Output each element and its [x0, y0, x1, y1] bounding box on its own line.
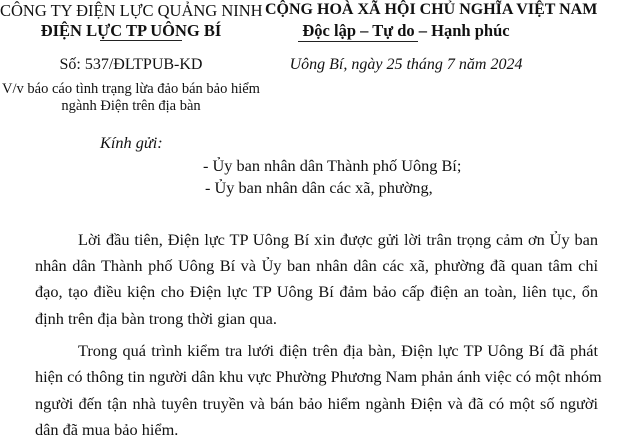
paragraph-line: định trên địa bàn trong thời gian qua.: [35, 309, 277, 328]
company-name: CÔNG TY ĐIỆN LỰC QUẢNG NINH: [0, 1, 263, 20]
motto: Độc lập – Tự do – Hạnh phúc: [302, 21, 510, 40]
subject-line-1: V/v báo cáo tình trạng lừa đảo bán bảo hiểm: [2, 81, 260, 97]
national-title: CỘNG HOÀ XÃ HỘI CHỦ NGHĨA VIỆT NAM: [265, 1, 598, 18]
paragraph-line: dân đã mua bảo hiểm.: [35, 420, 179, 439]
paragraph-line: đạo, tạo điều kiện cho Điện lực TP Uông Bí đảm bảo cấp điện an toàn, liên tục, ổn: [35, 282, 598, 301]
recipient-2: - Ủy ban nhân dân các xã, phường,: [205, 178, 433, 197]
salutation: Kính gửi:: [100, 133, 163, 152]
recipient-1: - Ủy ban nhân dân Thành phố Uông Bí;: [203, 156, 462, 175]
place-date: Uông Bí, ngày 25 tháng 7 năm 2024: [289, 56, 523, 73]
paragraph-line: Lời đầu tiên, Điện lực TP Uông Bí xin được gửi lời trân trọng cảm ơn Ủy ban: [78, 230, 598, 249]
motto-underline: [298, 41, 418, 42]
paragraph-line: hiện có thông tin người dân khu vực Phường Phương Nam phản ánh việc có một nhóm: [35, 367, 602, 386]
paragraph-line: nhân dân Thành phố Uông Bí và Ủy ban nhân dân các xã, phường đã quan tâm chỉ: [35, 256, 598, 275]
subject-line-2: ngành Điện trên địa bàn: [61, 98, 201, 114]
paragraph-line: người đến tận nhà tuyên truyền và bán bảo hiểm ngành Điện và đã có một số người: [35, 394, 598, 413]
paragraph-line: Trong quá trình kiểm tra lưới điện trên địa bàn, Điện lực TP Uông Bí đã phát: [78, 341, 598, 360]
unit-name: ĐIỆN LỰC TP UÔNG BÍ: [40, 21, 222, 40]
unit-underline: [100, 40, 182, 41]
document-number: Số: 537/ĐLTPUB-KD: [59, 56, 203, 73]
